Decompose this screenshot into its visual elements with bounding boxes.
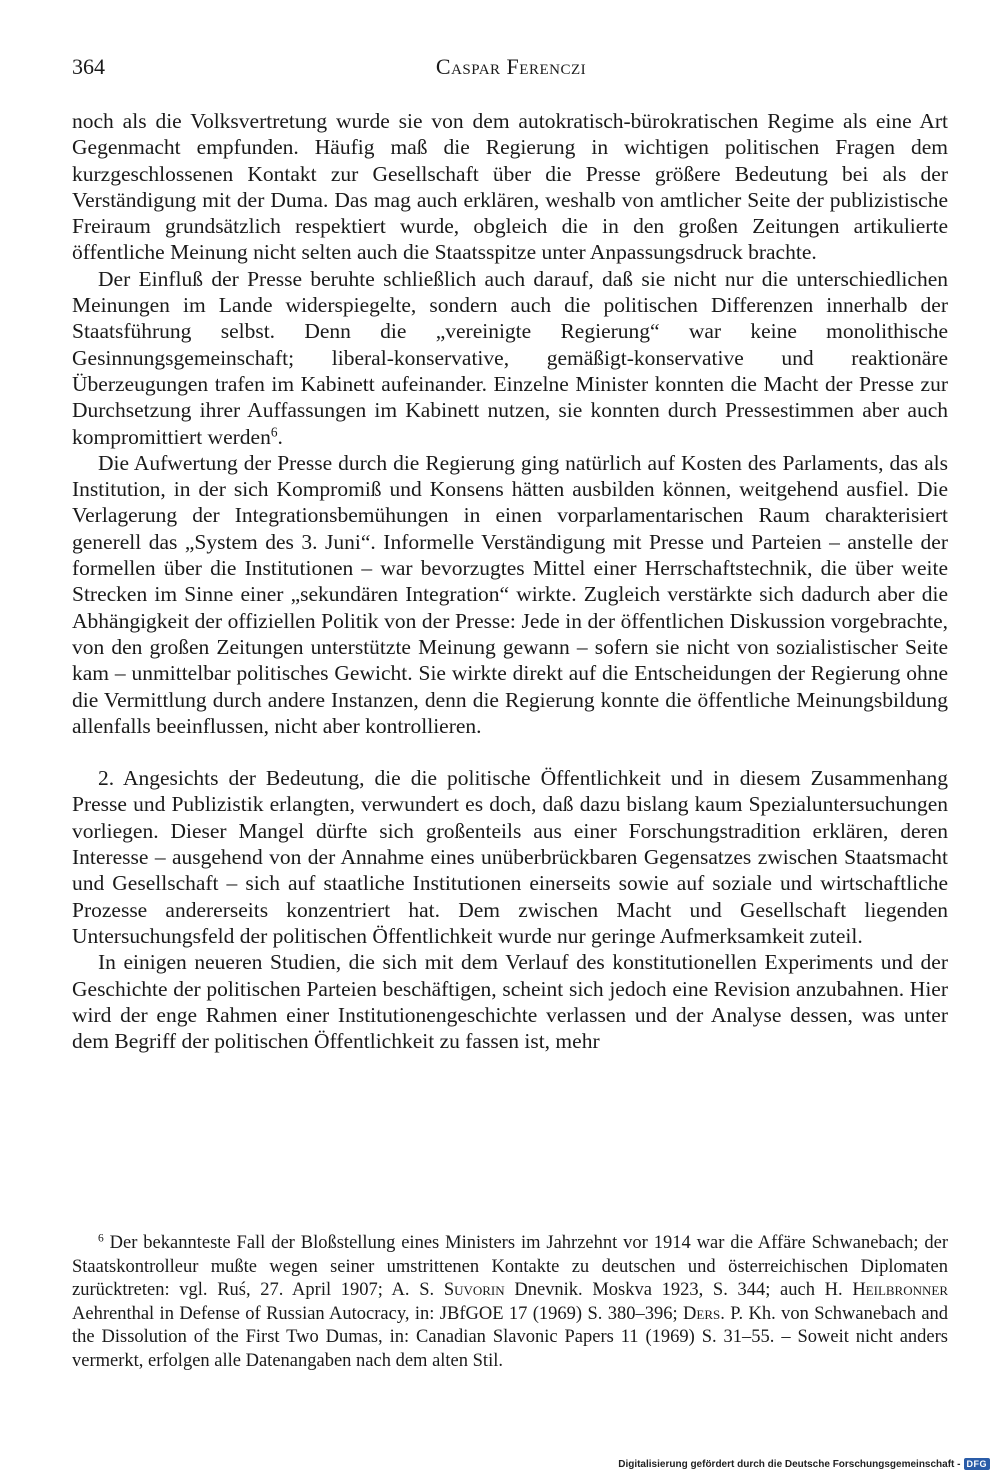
digitization-credit: [618, 1458, 990, 1470]
footnote-author-ders: Ders.: [683, 1303, 725, 1324]
footnote-ref-6[interactable]: 6: [270, 424, 278, 440]
running-head: Caspar Ferenczi: [435, 54, 587, 79]
footnote-author-heilbronner: Heilbronner: [852, 1280, 949, 1300]
main-text: [72, 108, 948, 1054]
paragraph-2: [72, 266, 948, 450]
paragraph-5: In einigen neueren Studien, die sich mit dem Verlauf des konstitutionellen Experiments und der Geschichte der politischen Parteien beschäftigen, scheint sich jedoch eine Revision anzubahnen. Hier wird der enge Rahmen einer Institutionengeschichte verlassen und der Analyse dessen, was unter dem Begriff der politischen Öffentlichkeit zu fassen ist, mehr: [72, 950, 948, 1054]
paragraph-3: Die Aufwertung der Presse durch die Regierung ging natürlich auf Kosten des Parlaments, das als Institution, in der sich Kompromiß und Konsens hätten ausbilden können, weitgehend ausfiel. Die Verlagerung der Integrationsbemühungen in einen vorparlamentarischen Raum charakterisiert generell das „System des 3. Juni“. Informelle Verständigung mit Presse und Parteien – anstelle der formellen über die Institutionen – war bevorzugtes Mittel einer Herrschaftstechnik, die über weite Strecken im Sinne einer „sekundären Integration“ wirkte. Zugleich verstärkte sich dadurch aber die Abhängigkeit der offiziellen Politik von der Presse: Jede in der öffentlichen Diskussion vorgebrachte, von den großen Zeitungen unterstützte Meinung gewann – sofern sie nicht von sozialistischer Seite kam – unmittelbar politisches Gewicht. Sie wirkte direkt auf die Entscheidungen der Regierung ohne die Vermittlung durch andere Instanzen, denn die Regierung konnte die öffentliche Meinungsbildung allenfalls beeinflussen, nicht aber kontrollieren.: [72, 450, 948, 738]
footnote-text-3: Aehrenthal in Defense of Russian Autocracy, in: JBfGOE 17 (1969) S. 380–396;: [72, 1303, 678, 1324]
footnote-6: [72, 1232, 948, 1373]
dfg-logo: DFG: [964, 1458, 991, 1470]
paragraph-1: noch als die Volksvertretung wurde sie von dem autokratisch-bürokratischen Regime als eine Art Gegenmacht empfunden. Häufig maß die Regierung in wichtigen politischen Fragen dem kurzgeschlossenen Kontakt zur Gesellschaft über die Presse größere Bedeutung bei als der Verständigung mit der Duma. Das mag auch erklären, weshalb von amtlicher Seite der publizistische Freiraum grundsätzlich respektiert wurde, obgleich die in den großen Zeitungen artikulierte öffentliche Meinung nicht selten auch die Staatsspitze unter Anpassungsdruck brachte.: [72, 109, 948, 265]
footnote-text-1: Der bekannteste Fall der Bloßstellung eines Ministers im Jahrzehnt vor 1914 war die Affäre Schwanebach; der Staatskontrolleur mußte wegen seiner umstrittenen Kontakte zu deutschen und österreichischen Diplomaten zurücktreten: vgl. Ruś, 27. April 1907; A. S.: [72, 1233, 949, 1300]
page-header: [72, 54, 950, 84]
paragraph-2-text: Der Einfluß der Presse beruhte schließlich auch darauf, daß sie nicht nur die unterschiedlichen Meinungen im Lande widerspiegelte, sondern auch die politischen Differenzen innerhalb der Staatsführung selbst. Denn die „vereinigte Regierung“ war keine monolithische Gesinnungsgemeinschaft; liberal-konservative, gemäßigt-konservative und reaktionäre Überzeugungen trafen im Kabinett aufeinander. Einzelne Minister konnten die Macht der Presse zur Durchsetzung ihrer Auffassungen im Kabinett nutzen, sie konnten durch Pressestimmen aber auch kompromittiert werden: [72, 266, 948, 449]
footnote-text-2: Dnevnik. Moskva 1923, S. 344; auch H.: [514, 1280, 843, 1300]
footnote-author-suvorin: Suvorin: [443, 1280, 505, 1300]
paragraph-2-end: .: [277, 424, 283, 449]
footnotes: [72, 1232, 948, 1373]
paragraph-4: 2. Angesichts der Bedeutung, die die politische Öffentlichkeit und in diesem Zusammenhang Presse und Publizistik erlangten, verwundert es doch, daß dazu bislang kaum Spezialuntersuchungen vorliegen. Dieser Mangel dürfte sich großenteils aus einer Forschungstradition erklären, deren Interesse – ausgehend von der Annahme eines unüberbrückbaren Gegensatzes zwischen Staatsmacht und Gesellschaft – sich auf staatliche Institutionen einerseits sowie auf soziale und wirtschaftliche Prozesse andererseits konzentriert hat. Dem zwischen Macht und Gesellschaft liegenden Untersuchungsfeld der politischen Öffentlichkeit wurde nur geringe Aufmerksamkeit zuteil.: [72, 766, 948, 948]
credit-text: Digitalisierung gefördert durch die Deutsche Forschungsgemeinschaft -: [618, 1458, 961, 1470]
page-number: 364: [72, 54, 105, 79]
footnote-number: 6: [98, 1232, 104, 1245]
footnote-text-4: P. Kh. von Schwanebach and the Dissolution of the First Two Dumas, in: Canadian Slavonic Papers 11 (1969) S. 31–55. – Soweit nicht anders vermerkt, erfolgen alle Datenangaben nach dem alten Stil.: [72, 1303, 949, 1371]
